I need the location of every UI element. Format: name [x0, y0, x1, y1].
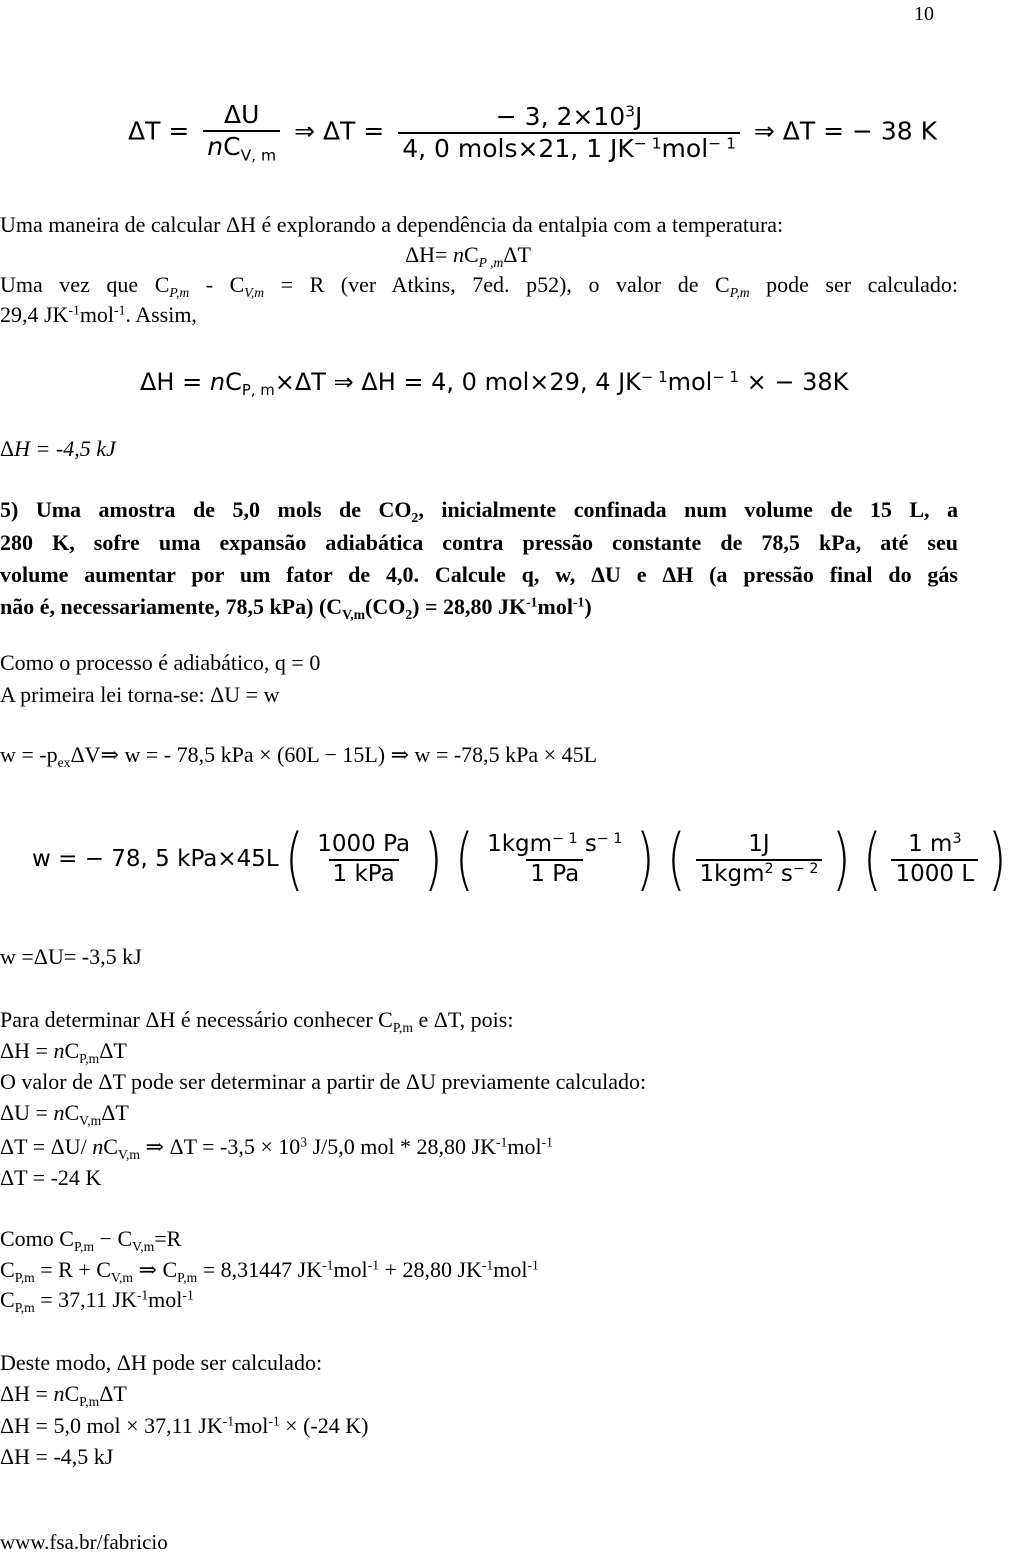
formula-line: $C_{P,m} = 37,11$ $JK^{-1}mol^{-1}$: [0, 1287, 194, 1315]
fraction-numerator: ΔU: [223, 100, 260, 129]
fraction-values: [398, 102, 740, 164]
formula-line: ΔH = 5,0 mol × 37,11 $JK^{-1}mol^{-1} \times (-24$ K): [0, 1413, 369, 1438]
formula-line: $\Delta U = nC_{V,m}\Delta T$: [0, 1100, 129, 1128]
text-line: Uma vez que $C_{P,m} - C_{V,m} = R$ (ver Atkins, 7ed. p52), o valor de $C_{P,m}$ pode ser calculado:: [0, 272, 959, 300]
formula-line: ΔH = -4,5 kJ: [0, 1444, 114, 1469]
formula-line: $\Delta H = nC_{P,m}\Delta T$: [0, 1038, 127, 1066]
page-number: 10: [914, 3, 934, 25]
fraction-du-ncv: [203, 100, 280, 165]
equation-delta-t: [128, 100, 937, 165]
implies-symbol: ⇒: [294, 116, 316, 146]
text-line: Como o processo é adiabático, q = 0: [0, 650, 321, 675]
text-line: w =ΔU= -3,5 kJ: [0, 944, 142, 969]
formula-line: ΔT = ΔU/ $nC_{V,m}$ ⇒ $\Delta T = -3,5 \times 10^3$ J/5,0 mol * 28,80 $JK^{-1}mol^{-1}$: [0, 1134, 553, 1162]
conversion-factor-m3: ( $\frac{1 m^3}{1000 L}$ ): [862, 820, 1007, 899]
formula-line: $\Delta H = nC_{P,m}\Delta T$: [0, 1381, 127, 1409]
text-line: Para determinar ΔH é necessário conhecer $C_{P,m}$ e ΔT, pois:: [0, 1007, 514, 1035]
eq-lhs: w = − 78, 5 kPa×45L: [32, 846, 279, 873]
conversion-factor-kg: ( $\frac{1kgm^{- 1} s^{- 1}}{1 Pa}$ ): [454, 820, 656, 899]
implies-symbol: ⇒: [753, 116, 775, 146]
problem-line: volume aumentar por um fator de 4,0. Calcule q, w, ΔU e ΔH (a pressão final do gás: [0, 562, 958, 587]
fraction-denominator: $nC_{V, m}$: [203, 130, 280, 165]
equation-work: [32, 820, 1013, 899]
problem-line: 280 K, sofre uma expansão adiabática contra pressão constante de 78,5 kPa, até seu: [0, 530, 958, 555]
text-line: A primeira lei torna-se: ΔU = w: [0, 682, 280, 707]
problem-line: não é, necessariamente, 78,5 kPa) ($C_{V,m}(CO_2) = 28,80$ $JK^{-1}mol^{-1}$): [0, 594, 592, 622]
footer-url: www.fsa.br/fabricio: [0, 1530, 168, 1554]
problem-line: 5) Uma amostra de 5,0 mols de $CO_2$, inicialmente confinada num volume de 15 L, a: [0, 497, 958, 525]
conversion-factor-j: ( $\frac{1J}{1kgm^2 s^{- 2}}$ ): [666, 820, 851, 899]
formula-line: $C_{P,m} = R + C_{V,m}$ ⇒ $C_{P,m} = 8,31447$ $JK^{-1}mol^{-1} + 28,80$ $JK^{-1}mol^{-1}$: [0, 1257, 539, 1285]
text-line: 29,4 $JK^{-1}mol^{-1}$. Assim,: [0, 302, 197, 327]
fraction-denominator: 4, 0 mols×21, 1 $JK^{- 1}mol^{- 1}$: [398, 132, 740, 164]
equation-delta-h: $\Delta H = nC_{P, m}\times\Delta T$ ⇒ ΔH = 4, 0 mol×29, 4 $JK^{- 1}mol^{- 1}$ × − 38K: [140, 367, 849, 400]
formula-line: Como $C_{P,m} - C_{V,m}=R$: [0, 1226, 182, 1254]
formula-line: $\Delta H= nC_{P ,m}\Delta T$: [405, 242, 531, 270]
result-delta-h: ΔH = -4,5 kJ: [0, 436, 116, 461]
eq-lhs: ΔT =: [128, 116, 190, 146]
fraction-numerator: − 3, $2\times 10^3J$: [495, 101, 643, 131]
eq-result: ΔT = − 38 K: [782, 116, 938, 146]
conversion-factor-pa: ( $\frac{1000 Pa}{\text{1 kPa}}$ ): [284, 820, 443, 899]
text-line: O valor de ΔT pode ser determinar a partir de ΔU previamente calculado:: [0, 1069, 647, 1094]
text-line: Uma maneira de calcular ΔH é explorando a dependência da entalpia com a temperatura:: [0, 212, 784, 237]
formula-line: ΔT = -24 K: [0, 1165, 102, 1190]
text-line: $w = -p_{ex}\Delta V\Rightarrow$ w = - 78,5 kPa × (60L − 15L) ⇒ w = -78,5 kPa × 45L: [0, 742, 598, 770]
eq-lhs-2: ΔT =: [322, 116, 385, 146]
text-line: Deste modo, ΔH pode ser calculado:: [0, 1350, 323, 1375]
